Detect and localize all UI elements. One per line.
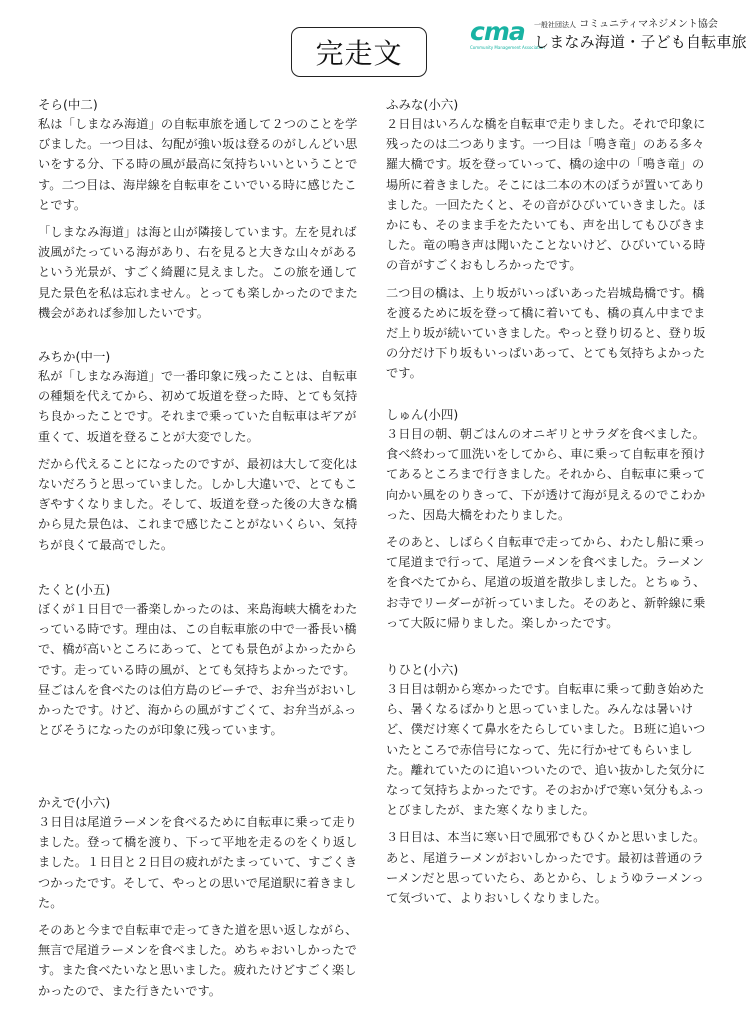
author-name: かえで(小六) bbox=[38, 795, 111, 810]
essay-paragraph: そのあと、しばらく自転車で走ってから、わたし船に乗って尾道まで行って、尾道ラーメンを食べました。ラーメンを食べたてから、尾道の坂道を散歩しました。とちゅう、お寺でリーダーが祈っていました。そのあと、新幹線に乗って大阪に帰りました。楽しかったです。 bbox=[386, 535, 706, 630]
organization-logo bbox=[470, 17, 747, 58]
essay-paragraph: ３日目の朝、朝ごはんのオニギリとサラダを食べました。食べ終わって皿洗いをしてから、車に乗って自転車を預けてあるところまで行きました。それから、自転車に乗って向かい風をのりきって、下が透けて海が見えるのでこわかった、因島大橋をわたりました。 bbox=[386, 427, 706, 522]
organization-name bbox=[534, 19, 718, 31]
essay-paragraph: 私が「しまなみ海道」で一番印象に残ったことは、自転車の種類を代えてから、初めて坂道を登った時、とても気持ち良かったことです。それまで乗っていた自転車はギアが重くて、坂道を登ることが大変でした。 bbox=[38, 369, 358, 444]
essay-entry bbox=[38, 581, 360, 740]
author-name: みちか(中一) bbox=[38, 349, 111, 364]
essay-paragraph: ぼくが１日目で一番楽しかったのは、来島海峡大橋をわたっている時です。理由は、この自転車旅の中で一番長い橋で、橋が高いところにあって、とても景色がよかったからです。走っている時の風が、とても気持ちよかったです。昼ごはんを食べたのは伯方島のビーチで、お弁当がおいしかったです。けど、海からの風がすごくて、お弁当がふっとびそうになったのが印象に残っています。 bbox=[38, 602, 358, 738]
essay-paragraph: 私は「しまなみ海道」の自転車旅を通して２つのことを学びました。一つ目は、勾配が強い坂は登るのがしんどい思いをする分、下る時の風が最高に気持ちいいということです。二つ目は、海岸線を自転車をこいでいる時に感じたことです。 bbox=[38, 117, 358, 212]
cma-logo-subtext: Community Management Association bbox=[470, 45, 545, 50]
page-title-text: 完走文 bbox=[315, 37, 403, 70]
essay-paragraph: だから代えることになったのですが、最初は大して変化はないだろうと思っていました。しかし大違いで、とてもこぎやすくなりました。そして、坂道を登った後の大きな橋から見た景色は、これまで感じたことがないくらい、気持ちが良くて最高でした。 bbox=[38, 456, 358, 552]
essay-entry bbox=[386, 661, 708, 908]
essay-paragraph: ３日目は朝から寒かったです。自転車に乗って動き始めたら、暑くなるばかりと思っていました。みんなは暑いけど、僕だけ寒くて鼻水をたらしていました。Ｂ班に追いついたところで赤信号になって、先に行かせてもらいました。離れていたのに追いついたので、追い抜かした気分になって気持ちよかったです。そのおかげで寒い気分もふっとびましたが、また寒くなりました。 bbox=[386, 682, 706, 818]
essay-paragraph: ３日目は、本当に寒い日で風邪でもひくかと思いました。あと、尾道ラーメンがおいしかったです。最初は普通のラーメンだと思っていたら、あとから、しょうゆラーメンって気づいて、よりおいしくなりました。 bbox=[386, 830, 706, 906]
essay-entry bbox=[386, 96, 708, 384]
essay-paragraph: 二つ目の橋は、上り坂がいっぱいあった岩城島橋です。橋を渡るために坂を登って橋に着いても、橋の真ん中までまだ上り坂が続いていきました。やっと登り切ると、登り坂の分だけ下り坂もいっぱいあって、とても気持ちよかったです。 bbox=[386, 285, 706, 381]
author-name: ふみな(小六) bbox=[386, 97, 459, 112]
essay-entry bbox=[38, 96, 360, 323]
essay-paragraph: そのあと今まで自転車で走ってきた道を思い返しながら、無言で尾道ラーメンを食べました。めちゃおいしかったです。また食べたいなと思いました。疲れたけどすごく楽しかったので、また行きたいです。 bbox=[38, 923, 358, 998]
essay-paragraph: ２日目はいろんな橋を自転車で走りました。それで印象に残ったのは二つあります。一つ目は「鳴き竜」のある多々羅大橋です。坂を登っていって、橋の途中の「鳴き竜」の場所に着きました。そこには二本の木のぼうが置いてありました。一回たたくと、その音がひびいていきました。ほかにも、そのまま手をたたいても、声を出してもひびきました。竜の鳴き声は聞いたことないけど、ひびいている時の音がすごくおもしろかったです。 bbox=[386, 117, 706, 273]
essay-paragraph: 「しまなみ海道」は海と山が隣接しています。左を見れば波風がたっている海があり、右を見ると大きな山々があるという光景が、すごく綺麗に見えました。この旅を通して見た景色を私は忘れません。とっても楽しかったのでまた機会があれば参加したいです。 bbox=[38, 225, 358, 320]
page-title bbox=[291, 27, 427, 77]
author-name: りひと(小六) bbox=[386, 662, 459, 677]
essay-entry bbox=[386, 406, 708, 633]
essay-paragraph: ３日目は尾道ラーメンを食べるために自転車に乗って走りました。登って橋を渡り、下って平地を走るのをくり返しました。１日目と２日目の疲れがたまっていて、すごくきつかったです。そして、やっとの思いで尾道駅に着きました。 bbox=[38, 815, 358, 910]
organization-prefix: 一般社団法人 bbox=[534, 21, 576, 29]
author-name: たくと(小五) bbox=[38, 582, 111, 597]
cma-logo-mark: cma bbox=[470, 17, 525, 46]
author-name: しゅん(小四) bbox=[386, 407, 459, 422]
organization-title: コミュニティマネジメント協会 bbox=[579, 19, 718, 30]
essay-entry bbox=[38, 348, 360, 555]
author-name: そら(中二) bbox=[38, 97, 98, 112]
essay-entry bbox=[38, 794, 360, 1001]
project-name: しまなみ海道・子ども自転車旅 bbox=[534, 33, 747, 51]
